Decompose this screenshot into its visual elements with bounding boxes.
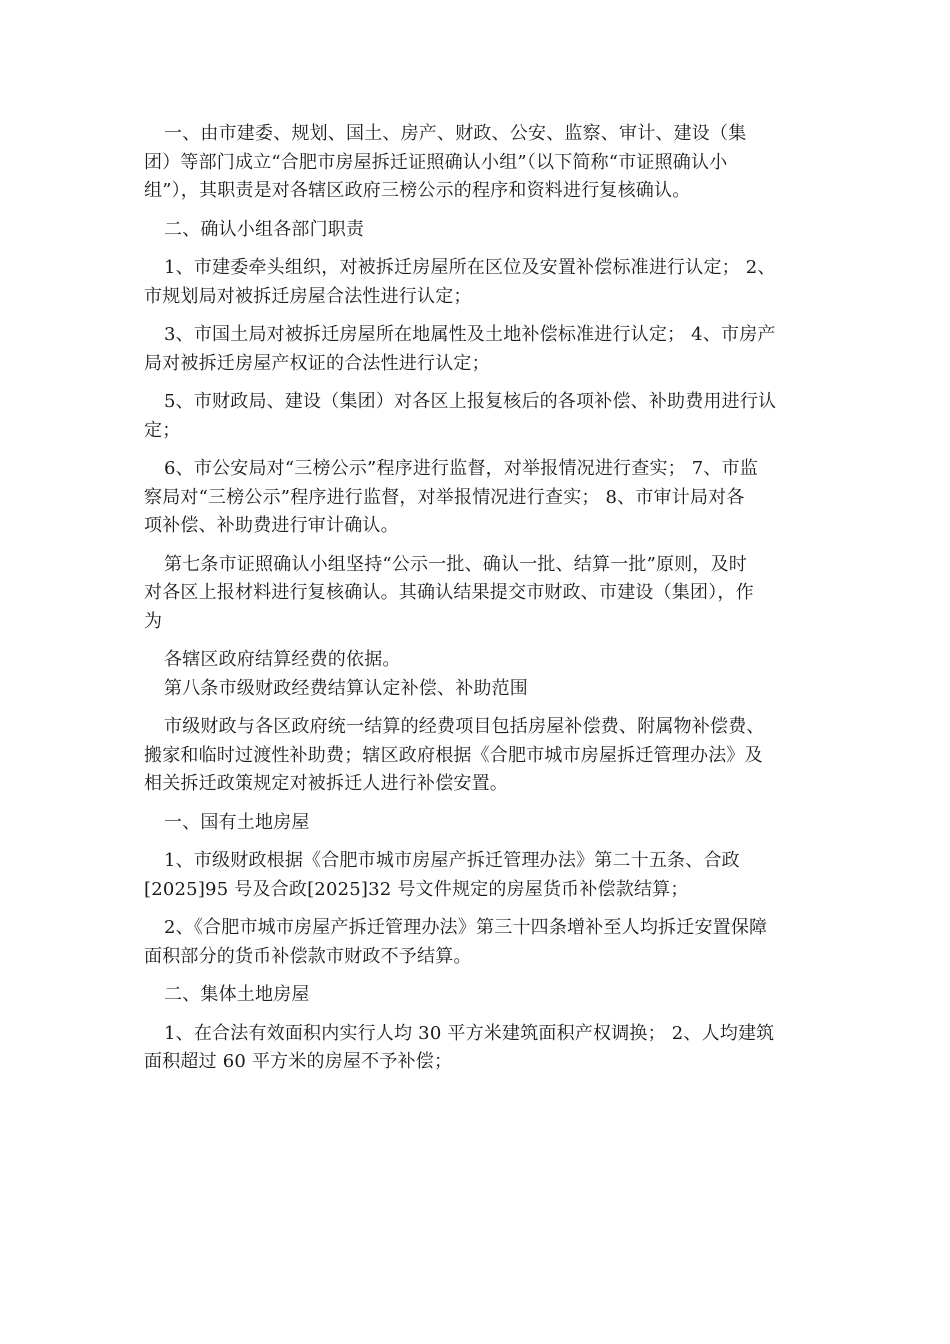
text-line: 察局对“三榜公示”程序进行监督，对举报情况进行查实； 8、市审计局对各 [144, 486, 745, 508]
text-line: 搬家和临时过渡性补助费；辖区政府根据《合肥市城市房屋拆迁管理办法》及 [144, 744, 763, 766]
text-line: 3、市国土局对被拆迁房屋所在地属性及土地补偿标准进行认定； 4、市房产 [164, 324, 776, 345]
text-line: 第七条市证照确认小组坚持“公示一批、确认一批、结算一批”原则，及时 [164, 553, 748, 575]
text-line: 一、国有土地房屋 [164, 811, 310, 833]
text-line: 为 [144, 610, 163, 632]
text-line: 项补偿、补助费进行审计确认。 [144, 515, 399, 536]
text-line: 市级财政与各区政府统一结算的经费项目包括房屋补偿费、附属物补偿费、 [164, 716, 765, 737]
text-line: 相关拆迁政策规定对被拆迁人进行补偿安置。 [144, 773, 508, 794]
text-line: 市规划局对被拆迁房屋合法性进行认定； [144, 285, 472, 307]
text-line: 定； [144, 419, 181, 441]
text-line: 1、在合法有效面积内实行人均 30 平方米建筑面积产权调换； 2、人均建筑 [164, 1022, 775, 1044]
text-line: 团）等部门成立“合肥市房屋拆迁证照确认小组”（以下简称“市证照确认小 [144, 151, 728, 173]
text-line: 5、市财政局、建设（集团）对各区上报复核后的各项补偿、补助费用进行认 [164, 391, 777, 412]
text-line: 2、《合肥市城市房屋产拆迁管理办法》第三十四条增补至人均拆迁安置保障 [164, 917, 768, 938]
document-body [144, 120, 808, 1077]
text-line: 面积超过 60 平方米的房屋不予补偿； [144, 1051, 453, 1072]
text-line: 二、集体土地房屋 [164, 984, 310, 1005]
text-line: 各辖区政府结算经费的依据。 [164, 649, 401, 670]
text-line: 一、由市建委、规划、国土、房产、财政、公安、监察、审计、建设（集 [164, 123, 747, 144]
text-line: 面积部分的货币补偿款市财政不予结算。 [144, 945, 472, 967]
text-line: 1、市建委牵头组织，对被拆迁房屋所在区位及安置补偿标准进行认定； 2、 [164, 257, 776, 278]
text-line: 二、确认小组各部门职责 [164, 218, 365, 240]
text-line: 1、市级财政根据《合肥市城市房屋产拆迁管理办法》第二十五条、合政 [164, 850, 740, 871]
text-line: 局对被拆迁房屋产权证的合法性进行认定； [144, 352, 490, 374]
text-line: 6、市公安局对“三榜公示”程序进行监督，对举报情况进行查实； 7、市监 [164, 458, 759, 479]
text-line: 第八条市级财政经费结算认定补偿、补助范围 [164, 677, 528, 699]
text-line: [2025]95 号及合政[2025]32 号文件规定的房屋货币补偿款结算； [144, 878, 689, 900]
text-line: 组”），其职责是对各辖区政府三榜公示的程序和资料进行复核确认。 [144, 180, 691, 201]
text-line: 对各区上报材料进行复核确认。其确认结果提交市财政、市建设（集团），作 [144, 582, 754, 603]
